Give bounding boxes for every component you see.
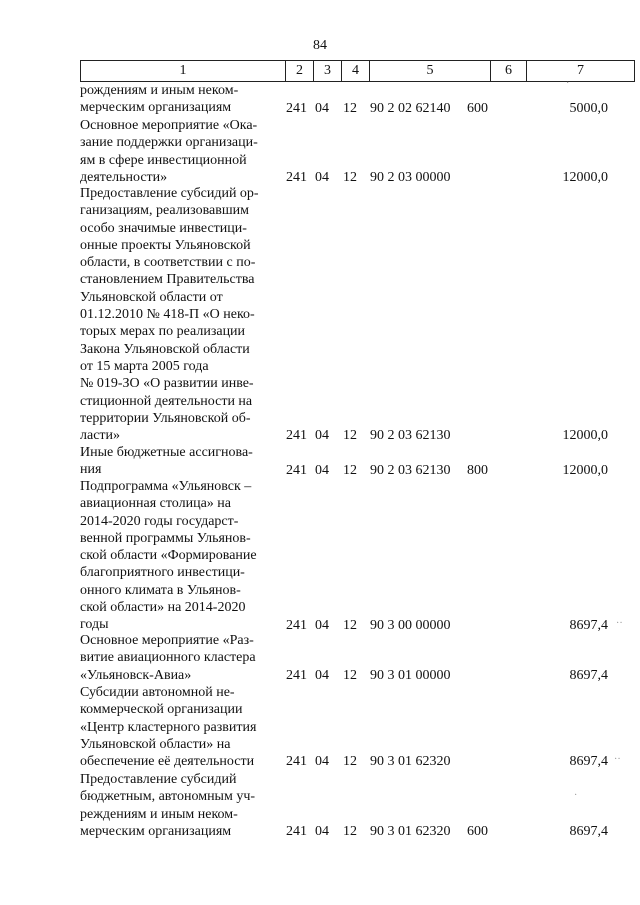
row-target-article: 90 3 00 00000 [370,617,451,633]
row-description: Основное мероприятие «Раз- витие авиационного кластера «Ульяновск-Авиа» [80,633,256,683]
row-expense-type: 600 [467,100,488,116]
table-row [80,684,640,770]
row-subsection: 12 [343,617,357,633]
row-subsection: 12 [343,428,357,444]
table-row [80,478,640,634]
row-grbs: 241 [286,617,307,633]
row-subsection: 12 [343,754,357,770]
row-section: 04 [315,754,329,770]
row-description: Основное мероприятие «Ока- зание поддержки организаци- ям в сфере инвестиционной деятельности» [80,118,258,185]
row-section: 04 [315,617,329,633]
row-grbs: 241 [286,667,307,683]
table-row [80,82,640,117]
table-row [80,117,640,186]
row-grbs: 241 [286,100,307,116]
column-header-4: 4 [342,61,370,82]
row-grbs: 241 [286,462,307,478]
scan-speck: ·· [616,618,623,629]
row-section: 04 [315,462,329,478]
row-sum: 12000,0 [562,428,608,444]
row-description: Подпрограмма «Ульяновск – авиационная столица» на 2014-2020 годы государст- венной программы Ульянов- ской области «Формирование благоприятного инвестици- онного климата в Ульянов- ской области» на 2014-2020 годы [80,479,257,633]
row-section: 04 [315,824,329,840]
column-header-5: 5 [370,61,491,82]
row-grbs: 241 [286,428,307,444]
page-number: 84 [313,38,327,53]
row-sum: 8697,4 [569,617,608,633]
row-target-article: 90 2 03 00000 [370,170,451,186]
row-description: Предоставление субсидий ор- ганизациям, реализовавшим особо значимые инвестици- онные проекты Ульяновской области, в соответствии с по- становлением Правительства Ульяновской области от 01.12.2010 № 418-П «О неко- торых мерах по реализации Закона Ульяновской области от 15 марта 2005 года № 019-ЗО «О развитии инве- стиционной деятельности на территории Ульяновской об- ласти» [80,186,259,444]
column-header-row [81,61,635,82]
row-section: 04 [315,170,329,186]
row-description: Предоставление субсидий бюджетным, автономным уч- реждениям и иным неком- мерческим организациям [80,772,256,839]
scan-speck: · [574,790,578,801]
row-grbs: 241 [286,754,307,770]
row-description: рождениям и иным неком- мерческим организациям [80,83,239,116]
scan-speck: ·· [614,754,621,765]
table-row [80,632,640,684]
row-description: Иные бюджетные ассигнова- ния [80,445,253,478]
row-expense-type: 600 [467,824,488,840]
column-header-3: 3 [314,61,342,82]
row-target-article: 90 2 03 62130 [370,428,451,444]
row-sum: 12000,0 [562,462,608,478]
row-subsection: 12 [343,667,357,683]
table-row [80,444,640,479]
row-sum: 5000,0 [569,100,608,116]
column-header-7: 7 [527,61,635,82]
column-header-1: 1 [81,61,286,82]
row-sum: 8697,4 [569,667,608,683]
row-sum: 12000,0 [562,170,608,186]
column-header-2: 2 [286,61,314,82]
row-target-article: 90 3 01 00000 [370,667,451,683]
row-target-article: 90 2 03 62130 [370,462,451,478]
row-sum: 8697,4 [569,824,608,840]
row-section: 04 [315,667,329,683]
row-section: 04 [315,428,329,444]
row-section: 04 [315,100,329,116]
column-header-table [80,60,635,82]
row-expense-type: 800 [467,462,488,478]
row-description: Субсидии автономной не- коммерческой организации «Центр кластерного развития Ульяновской области» на обеспечение её деятельности [80,685,257,770]
table-row [80,771,640,840]
scan-speck: · [566,78,570,89]
row-grbs: 241 [286,170,307,186]
row-target-article: 90 3 01 62320 [370,824,451,840]
row-subsection: 12 [343,170,357,186]
table-row [80,185,640,444]
row-grbs: 241 [286,824,307,840]
row-subsection: 12 [343,462,357,478]
row-subsection: 12 [343,824,357,840]
row-target-article: 90 3 01 62320 [370,754,451,770]
row-sum: 8697,4 [569,754,608,770]
column-header-6: 6 [491,61,527,82]
row-subsection: 12 [343,100,357,116]
row-target-article: 90 2 02 62140 [370,100,451,116]
